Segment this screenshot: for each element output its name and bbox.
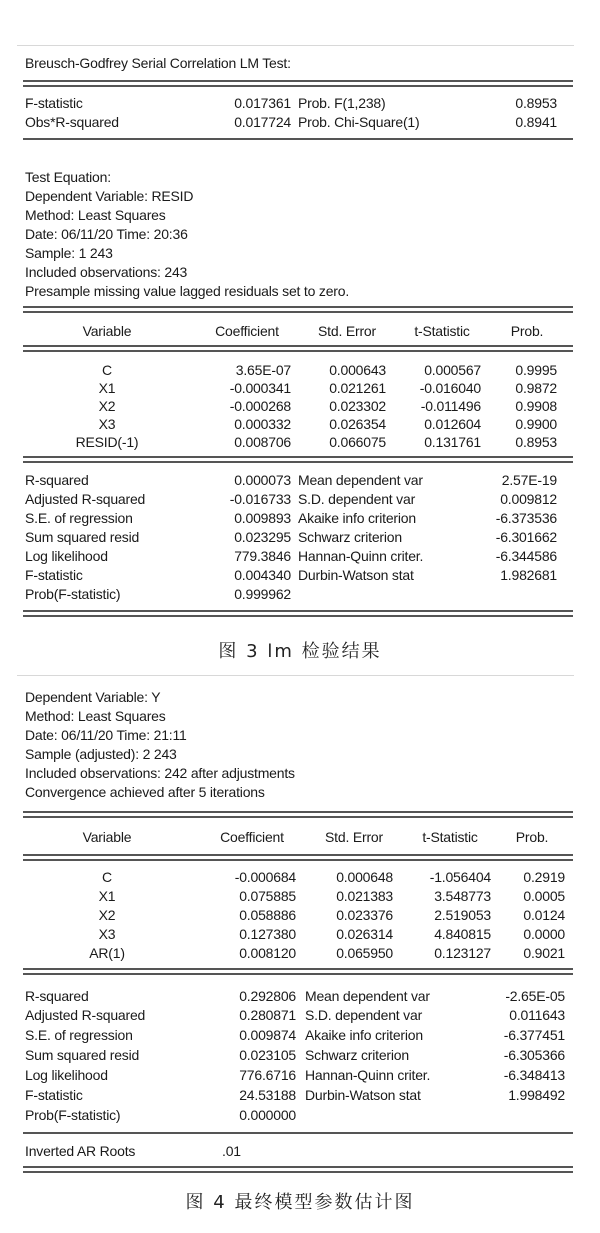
stat-label: F-statistic <box>25 1087 83 1103</box>
stat-label-right: Hannan-Quinn criter. <box>298 548 424 564</box>
stat-value: 0.000073 <box>234 472 291 488</box>
summary-prob-label: Prob. Chi-Square(1) <box>298 114 420 130</box>
info-line: Presample missing value lagged residuals set to zero. <box>25 283 350 299</box>
bg-test-output-panel <box>17 45 574 618</box>
stat-value: 0.009874 <box>239 1027 296 1043</box>
final-model-output-panel <box>17 675 574 1166</box>
stat-label: Prob(F-statistic) <box>25 1107 121 1123</box>
stat-label-right: Durbin-Watson stat <box>298 567 414 583</box>
info-line: Sample: 1 243 <box>25 245 113 261</box>
info-line: Method: Least Squares <box>25 207 166 223</box>
summary-prob-value: 0.8953 <box>515 95 557 111</box>
stat-value-right: -6.348413 <box>503 1067 565 1083</box>
stat-value-right: -6.373536 <box>495 510 557 526</box>
stat-value: 0.009893 <box>234 510 291 526</box>
summary-label: F-statistic <box>25 95 83 111</box>
divider <box>23 1166 573 1173</box>
info-line: Method: Least Squares <box>25 708 166 724</box>
row-t-stat: 4.840815 <box>434 926 491 942</box>
stat-label-right: S.D. dependent var <box>305 1007 423 1023</box>
stat-value: 776.6716 <box>239 1067 296 1083</box>
row-std-error: 0.000643 <box>329 362 386 378</box>
row-t-stat: 0.123127 <box>434 945 491 961</box>
stat-value: 0.023105 <box>239 1047 296 1063</box>
info-line: Sample (adjusted): 2 243 <box>25 746 177 762</box>
row-coefficient: 0.000332 <box>234 416 291 432</box>
row-t-stat: 0.131761 <box>424 434 481 450</box>
info-line: Test Equation: <box>25 169 111 185</box>
stat-label-right: Akaike info criterion <box>305 1027 423 1043</box>
summary-prob-label: Prob. F(1,238) <box>298 95 386 111</box>
col-header: Coefficient <box>215 323 279 339</box>
row-coefficient: -0.000684 <box>234 869 296 885</box>
row-coefficient: 0.075885 <box>239 888 296 904</box>
stat-value: 24.53188 <box>239 1087 296 1103</box>
row-prob: 0.0005 <box>523 888 565 904</box>
stat-value-right: 1.982681 <box>500 567 557 583</box>
stat-value: -0.016733 <box>229 491 291 507</box>
row-coefficient: -0.000341 <box>229 380 291 396</box>
stat-label-right: S.D. dependent var <box>298 491 416 507</box>
row-coefficient: 0.058886 <box>239 907 296 923</box>
stat-label-right: Durbin-Watson stat <box>305 1087 421 1103</box>
row-prob: 0.8953 <box>515 434 557 450</box>
stat-label-right: Akaike info criterion <box>298 510 416 526</box>
row-std-error: 0.000648 <box>336 869 393 885</box>
col-header: t-Statistic <box>422 829 478 845</box>
row-prob: 0.0124 <box>523 907 565 923</box>
col-header: Prob. <box>510 323 544 339</box>
stat-value: 0.004340 <box>234 567 291 583</box>
stat-label-right: Hannan-Quinn criter. <box>305 1067 431 1083</box>
row-t-stat: 2.519053 <box>434 907 491 923</box>
stat-value-right: 2.57E-19 <box>501 472 557 488</box>
row-variable: X2 <box>98 398 116 414</box>
row-variable: X3 <box>98 926 116 942</box>
stat-label: Log likelihood <box>25 548 108 564</box>
col-header: Coefficient <box>220 829 284 845</box>
row-prob: 0.9900 <box>515 416 557 432</box>
row-variable: AR(1) <box>89 945 125 961</box>
divider <box>23 968 573 975</box>
stat-label: Log likelihood <box>25 1067 108 1083</box>
row-variable: X3 <box>98 416 116 432</box>
stat-value: 0.999962 <box>234 586 291 602</box>
stat-label: R-squared <box>25 472 89 488</box>
row-std-error: 0.021261 <box>329 380 386 396</box>
divider <box>23 345 573 352</box>
stat-value: 779.3846 <box>234 548 291 564</box>
row-variable: X2 <box>98 907 116 923</box>
row-variable: C <box>102 869 112 885</box>
row-prob: 0.2919 <box>523 869 565 885</box>
stat-label: Sum squared resid <box>25 529 140 545</box>
row-std-error: 0.066075 <box>329 434 386 450</box>
stat-label-right: Mean dependent var <box>305 988 430 1004</box>
stat-label: R-squared <box>25 988 89 1004</box>
row-prob: 0.0000 <box>523 926 565 942</box>
row-variable: X1 <box>98 888 116 904</box>
info-line: Included observations: 242 after adjustments <box>25 765 295 781</box>
summary-prob-value: 0.8941 <box>515 114 557 130</box>
col-header: Std. Error <box>318 323 376 339</box>
stat-label-right: Mean dependent var <box>298 472 423 488</box>
summary-value: 0.017361 <box>234 95 291 111</box>
stat-label: Adjusted R-squared <box>25 491 146 507</box>
stat-value-right: 0.011643 <box>509 1007 565 1023</box>
stat-value-right: 0.009812 <box>500 491 557 507</box>
stat-value-right: -2.65E-05 <box>505 988 565 1004</box>
divider <box>23 138 573 140</box>
info-line: Date: 06/11/20 Time: 20:36 <box>25 226 188 242</box>
row-std-error: 0.026354 <box>329 416 386 432</box>
row-variable: C <box>102 362 112 378</box>
figure-3-caption: 图 3 lm 检验结果 <box>218 641 382 662</box>
row-t-stat: -1.056404 <box>429 869 491 885</box>
stat-label: Adjusted R-squared <box>25 1007 146 1023</box>
stat-label-right: Schwarz criterion <box>298 529 402 545</box>
row-std-error: 0.021383 <box>336 888 393 904</box>
stat-value-right: -6.377451 <box>503 1027 565 1043</box>
row-prob: 0.9908 <box>515 398 557 414</box>
stat-label: Prob(F-statistic) <box>25 586 121 602</box>
divider <box>23 456 573 463</box>
summary-label: Obs*R-squared <box>25 114 119 130</box>
row-std-error: 0.026314 <box>336 926 393 942</box>
row-prob: 0.9872 <box>515 380 557 396</box>
col-header: t-Statistic <box>414 323 470 339</box>
row-coefficient: -0.000268 <box>229 398 291 414</box>
stat-value: 0.000000 <box>239 1107 296 1123</box>
row-t-stat: 0.000567 <box>424 362 481 378</box>
stat-value: 0.280871 <box>239 1007 296 1023</box>
stat-label: S.E. of regression <box>25 1027 133 1043</box>
divider <box>23 811 573 818</box>
stat-value: 0.023295 <box>234 529 291 545</box>
stat-value: 0.292806 <box>239 988 296 1004</box>
stat-value-right: -6.305366 <box>503 1047 565 1063</box>
stat-value-right: -6.344586 <box>495 548 557 564</box>
info-line: Dependent Variable: Y <box>25 689 161 705</box>
divider <box>23 610 573 617</box>
col-header: Variable <box>82 323 132 339</box>
row-prob: 0.9995 <box>515 362 557 378</box>
row-t-stat: -0.016040 <box>419 380 481 396</box>
divider <box>23 1132 573 1134</box>
row-t-stat: 3.548773 <box>434 888 491 904</box>
row-t-stat: -0.011496 <box>420 398 481 414</box>
info-line: Dependent Variable: RESID <box>25 188 194 204</box>
row-variable: RESID(-1) <box>75 434 139 450</box>
divider <box>23 306 573 313</box>
row-variable: X1 <box>98 380 116 396</box>
roots-label: Inverted AR Roots <box>25 1143 136 1159</box>
divider <box>23 80 573 87</box>
col-header: Prob. <box>515 829 549 845</box>
stat-label: Sum squared resid <box>25 1047 140 1063</box>
stat-label: S.E. of regression <box>25 510 133 526</box>
info-line: Included observations: 243 <box>25 264 188 280</box>
summary-value: 0.017724 <box>234 114 291 130</box>
divider <box>23 854 573 861</box>
row-t-stat: 0.012604 <box>424 416 481 432</box>
stat-label-right: Schwarz criterion <box>305 1047 409 1063</box>
info-line: Convergence achieved after 5 iterations <box>25 784 265 800</box>
figure-4-caption: 图 4 最终模型参数估计图 <box>185 1192 415 1213</box>
row-std-error: 0.023376 <box>336 907 393 923</box>
test-title: Breusch-Godfrey Serial Correlation LM Test: <box>25 55 291 71</box>
row-coefficient: 0.008120 <box>239 945 296 961</box>
col-header: Variable <box>82 829 132 845</box>
info-line: Date: 06/11/20 Time: 21:11 <box>25 727 187 743</box>
row-prob: 0.9021 <box>523 945 565 961</box>
stat-value-right: 1.998492 <box>508 1087 565 1103</box>
row-coefficient: 0.127380 <box>239 926 296 942</box>
row-coefficient: 0.008706 <box>234 434 291 450</box>
row-coefficient: 3.65E-07 <box>235 362 291 378</box>
roots-value: .01 <box>222 1143 241 1159</box>
col-header: Std. Error <box>325 829 383 845</box>
stat-label: F-statistic <box>25 567 83 583</box>
row-std-error: 0.023302 <box>329 398 386 414</box>
stat-value-right: -6.301662 <box>495 529 557 545</box>
row-std-error: 0.065950 <box>336 945 393 961</box>
